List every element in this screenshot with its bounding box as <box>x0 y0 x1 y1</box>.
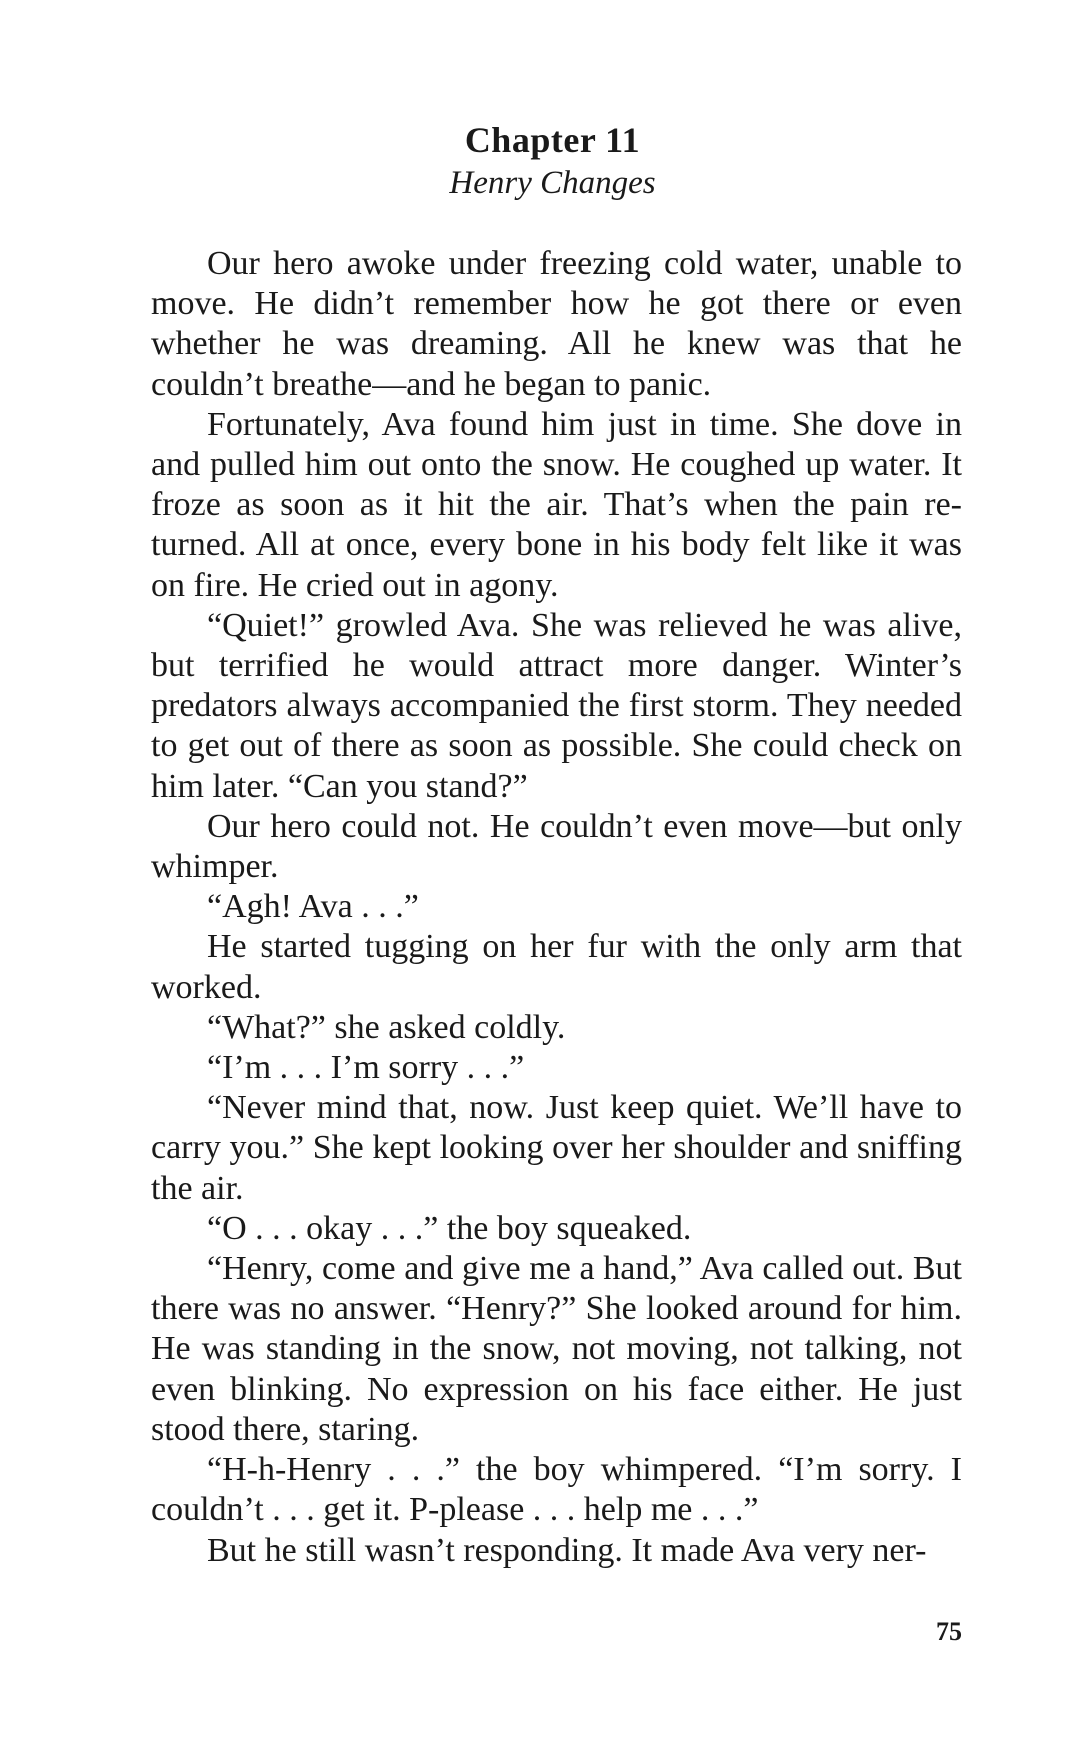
chapter-number: Chapter 11 <box>464 120 641 160</box>
paragraph: “I’m . . . I’m sorry . . .” <box>207 1049 525 1087</box>
paragraph: “H-h-Henry . . .” the boy whimpered. “I’m sorry. I couldn’t . . . get it. P-please . . . help me . . .” <box>151 1451 962 1529</box>
paragraph: Our hero awoke under freezing cold water, unable to move. He didn’t remember how he got there or even whether he was dreaming. All he knew was that he couldn’t breathe—and he began to panic. <box>151 245 962 403</box>
paragraph: “Henry, come and give me a hand,” Ava called out. But there was no answer. “Henry?” She looked around for him. He was standing in the snow, not moving, not talking, not even blinking. No expression on his face either. He just stood there, staring. <box>151 1250 962 1448</box>
paragraph: “O . . . okay . . .” the boy squeaked. <box>207 1209 692 1247</box>
paragraph: Fortunately, Ava found him just in time. She dove in and pulled him out onto the snow. He coughed up water. It froze as soon as it hit the air. That’s when the pain returned. All at once, every bone in his body felt like it was on fire. He cried out in agony. <box>151 405 962 604</box>
paragraph: “Agh! Ava . . .” <box>207 888 419 926</box>
body-text <box>151 244 962 1571</box>
chapter-title: Henry Changes <box>449 165 656 201</box>
paragraph: “Never mind that, now. Just keep quiet. We’ll have to carry you.” She kept looking over her shoulder and sniffing the air. <box>151 1089 962 1207</box>
page-number: 75 <box>936 1617 962 1646</box>
paragraph: He started tugging on her fur with the only arm that worked. <box>151 928 962 1006</box>
paragraph: “What?” she asked coldly. <box>207 1008 566 1046</box>
paragraph: Our hero could not. He couldn’t even move—but only whimper. <box>151 807 962 886</box>
paragraph: But he still wasn’t responding. It made Ava very ner- <box>207 1531 927 1569</box>
paragraph: “Quiet!” growled Ava. She was relieved he was alive, but terrified he would attract more danger. Winter’s predators always accompanied the first storm. They needed to get out of there as soon as possible. She could check on him later. “Can you stand?” <box>151 606 962 805</box>
chapter-heading <box>0 118 1080 204</box>
